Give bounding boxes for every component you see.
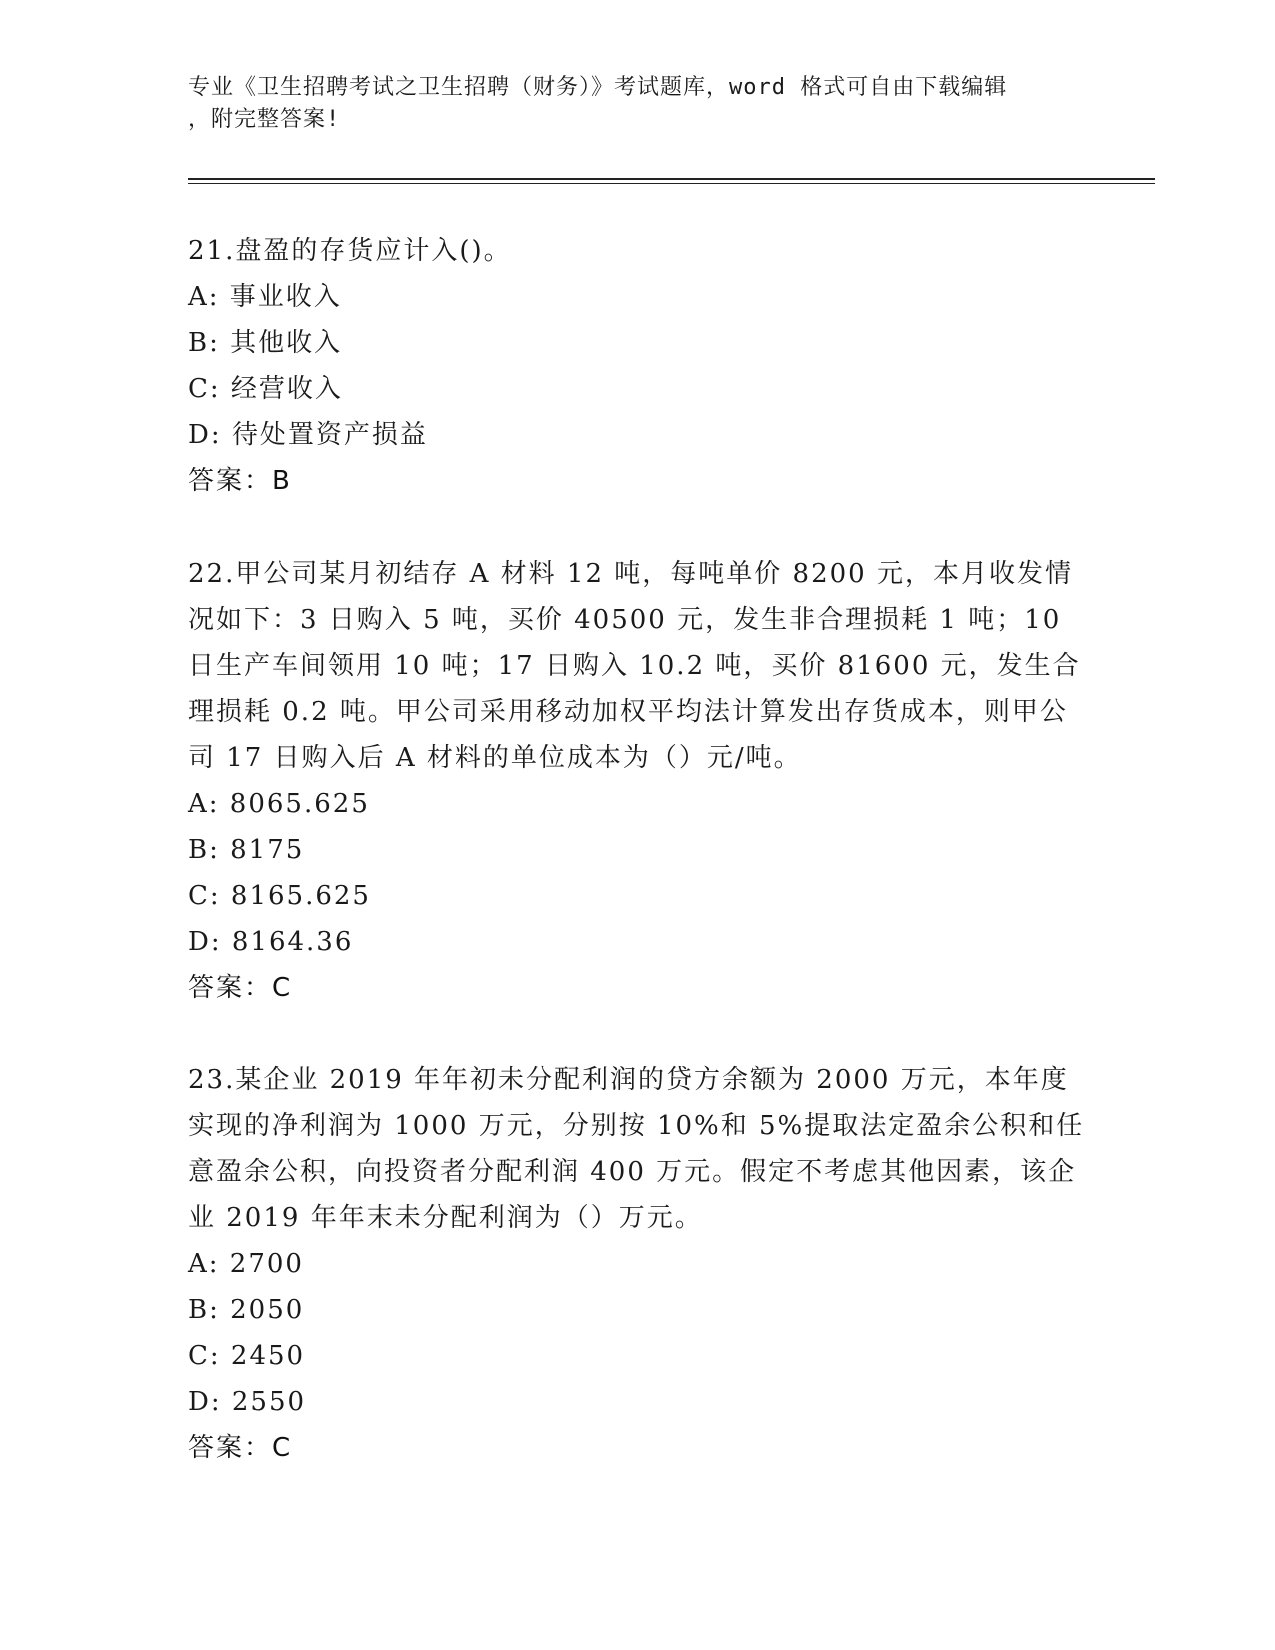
question-stem: 22.甲公司某月初结存 A 材料 12 吨，每吨单价 8200 元，本月收发情况如下：3 日购入 5 吨，买价 40500 元，发生非合理损耗 1 吨；10 日生产车间领用 10 吨；17 日购入 10.2 吨，买价 81600 元，发生合理损耗 0.2 吨。甲公司采用移动加权平均法计算发出存货成本，则甲公司 17 日购入后 A 材料的单位成本为（）元/吨。 — [188, 559, 1081, 773]
answer: 答案：B — [188, 466, 292, 496]
option-b: B: 其他收入 — [188, 328, 343, 358]
header-divider-thin — [188, 183, 1155, 184]
question-23 — [188, 1057, 1088, 1471]
header-line-1: 专业《卫生招聘考试之卫生招聘（财务）》考试题库，word 格式可自由下载编辑 — [188, 75, 1008, 100]
question-stem: 23.某企业 2019 年年初未分配利润的贷方余额为 2000 万元，本年度实现的净利润为 1000 万元，分别按 10%和 5%提取法定盈余公积和任意盈余公积，向投资者分配利润 400 万元。假定不考虑其他因素，该企业 2019 年年末未分配利润为（）万元。 — [188, 1065, 1085, 1233]
header-divider-thick — [188, 178, 1155, 180]
header-line-2: ，附完整答案! — [188, 107, 341, 132]
option-d: D: 8164.36 — [188, 927, 354, 957]
answer: 答案：C — [188, 1433, 293, 1463]
option-c: C: 经营收入 — [188, 374, 343, 404]
option-a: A: 2700 — [188, 1249, 304, 1279]
option-d: D: 待处置资产损益 — [188, 420, 428, 450]
option-a: A: 8065.625 — [188, 789, 370, 819]
option-b: B: 2050 — [188, 1295, 305, 1325]
document-header — [188, 72, 1088, 136]
option-b: B: 8175 — [188, 835, 305, 865]
option-d: D: 2550 — [188, 1387, 307, 1417]
answer: 答案：C — [188, 973, 293, 1003]
option-c: C: 2450 — [188, 1341, 306, 1371]
question-21 — [188, 228, 1088, 504]
option-a: A: 事业收入 — [188, 282, 342, 312]
question-22 — [188, 551, 1088, 1011]
question-stem: 21.盘盈的存货应计入()。 — [188, 236, 512, 266]
option-c: C: 8165.625 — [188, 881, 371, 911]
